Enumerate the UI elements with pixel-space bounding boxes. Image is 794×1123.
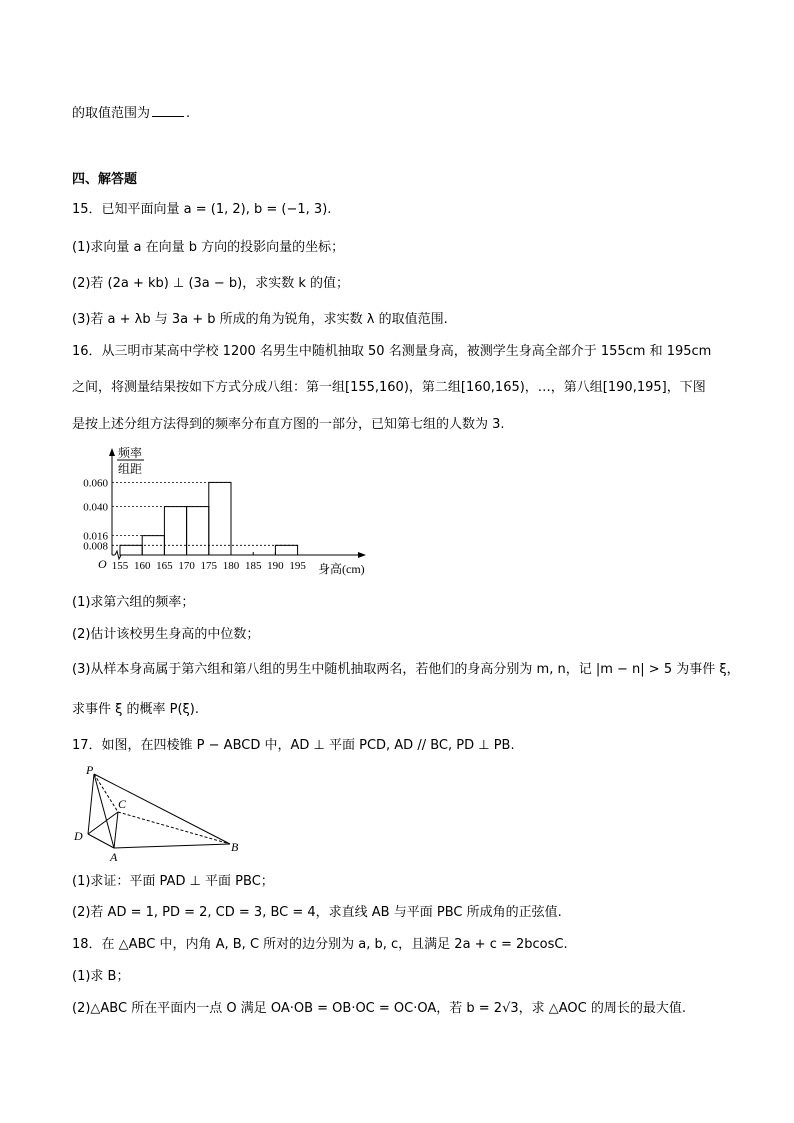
label-A: A <box>110 850 118 862</box>
q16-part1: (1)求第六组的频率； <box>72 595 195 610</box>
q16-part3b: 求事件 ξ 的概率 P(ξ). <box>72 702 200 717</box>
fragment-line <box>72 104 190 123</box>
q16-part3a: (3)从样本身高属于第六组和第八组的男生中随机抽取两名，若他们的身高分别为 m, n，记 |m − n| > 5 为事件 ξ， <box>72 662 740 677</box>
label-D: D <box>74 829 83 843</box>
histogram-bar <box>120 545 142 555</box>
section-heading: 四、解答题 <box>72 172 138 187</box>
q15-stem: 15．已知平面向量 a = (1, 2), b = (−1, 3). <box>72 202 332 217</box>
histogram-bar <box>209 482 231 555</box>
edge-PB <box>94 774 230 844</box>
q17-part2: (2)若 AD = 1, PD = 2, CD = 3, BC = 4，求直线 AB 与平面 PBC 所成角的正弦值. <box>72 905 562 920</box>
q17-stem: 17．如图，在四棱锥 P − ABCD 中，AD ⊥ 平面 PCD, AD // BC, PD ⊥ PB. <box>72 738 515 753</box>
q18-part2: (2)△ABC 所在平面内一点 O 满足 OA·OB = OB·OC = OC·OA，若 b = 2√3，求 △AOC 的周长的最大值. <box>72 1001 686 1016</box>
x-tick-label: 160 <box>133 560 151 572</box>
x-tick-label: 155 <box>111 560 129 572</box>
label-B: B <box>231 840 239 854</box>
x-tick-label: 185 <box>244 560 262 572</box>
edge-CB <box>118 812 230 844</box>
pyramid-figure <box>70 762 250 862</box>
fragment-text: 的取值范围为 <box>72 106 151 121</box>
x-axis-label: 身高(cm) <box>318 562 365 576</box>
x-tick-label: 190 <box>267 560 284 572</box>
y-axis-arrow <box>109 448 115 456</box>
x-tick-label: 170 <box>178 560 195 572</box>
y-tick-label: 0.016 <box>83 530 108 543</box>
histogram-chart <box>60 440 380 582</box>
q16-line1: 16．从三明市某高中学校 1200 名男生中随机抽取 50 名测量身高，被测学生身高全部介于 155cm 和 195cm <box>72 344 712 359</box>
x-tick-label: 175 <box>200 560 218 572</box>
label-P: P <box>86 763 94 777</box>
q18-part1: (1)求 B； <box>72 969 130 984</box>
edge-PA <box>94 774 114 848</box>
answer-blank <box>152 104 184 117</box>
histogram-bar <box>164 507 186 555</box>
y-tick-label: 0.040 <box>83 501 108 514</box>
q15-part3: (3)若 a + λb 与 3a + b 所成的角为锐角，求实数 λ 的取值范围. <box>72 312 448 327</box>
q16-part2: (2)估计该校男生身高的中位数； <box>72 627 260 642</box>
edge-PD <box>88 774 94 834</box>
histogram-bar <box>275 545 297 555</box>
x-tick-label: 180 <box>222 560 240 572</box>
edge-AC <box>114 812 118 848</box>
x-axis-arrow <box>358 552 366 558</box>
y-tick-label: 0.008 <box>83 540 108 553</box>
x-tick-label: 195 <box>289 560 306 572</box>
q15-part2: (2)若 (2a + kb) ⊥ (3a − b)，求实数 k 的值； <box>72 276 350 291</box>
histogram-bar <box>187 507 209 555</box>
y-label-numerator: 频率 <box>118 446 143 460</box>
edge-AB <box>114 844 230 848</box>
q16-line2: 之间，将测量结果按如下方式分成八组：第一组[155,160)，第二组[160,165)，…，第八组[190,195]，下图 <box>72 380 706 395</box>
origin-label: O <box>98 557 107 571</box>
label-C: C <box>118 797 127 811</box>
edge-DA <box>88 834 114 848</box>
q15-part1: (1)求向量 a 在向量 b 方向的投影向量的坐标； <box>72 240 345 255</box>
q18-stem: 18．在 △ABC 中，内角 A, B, C 所对的边分别为 a, b, c，且满足 2a + c = 2bcosC. <box>72 937 568 952</box>
y-label-denominator: 组距 <box>118 462 143 476</box>
q16-line3: 是按上述分组方法得到的频率分布直方图的一部分，已知第七组的人数为 3. <box>72 417 505 432</box>
x-tick-label: 165 <box>156 560 173 572</box>
q17-part1: (1)求证：平面 PAD ⊥ 平面 PBC； <box>72 874 274 889</box>
y-tick-label: 0.060 <box>83 477 108 490</box>
edge-DC <box>88 812 118 834</box>
fragment-end: . <box>186 106 191 121</box>
